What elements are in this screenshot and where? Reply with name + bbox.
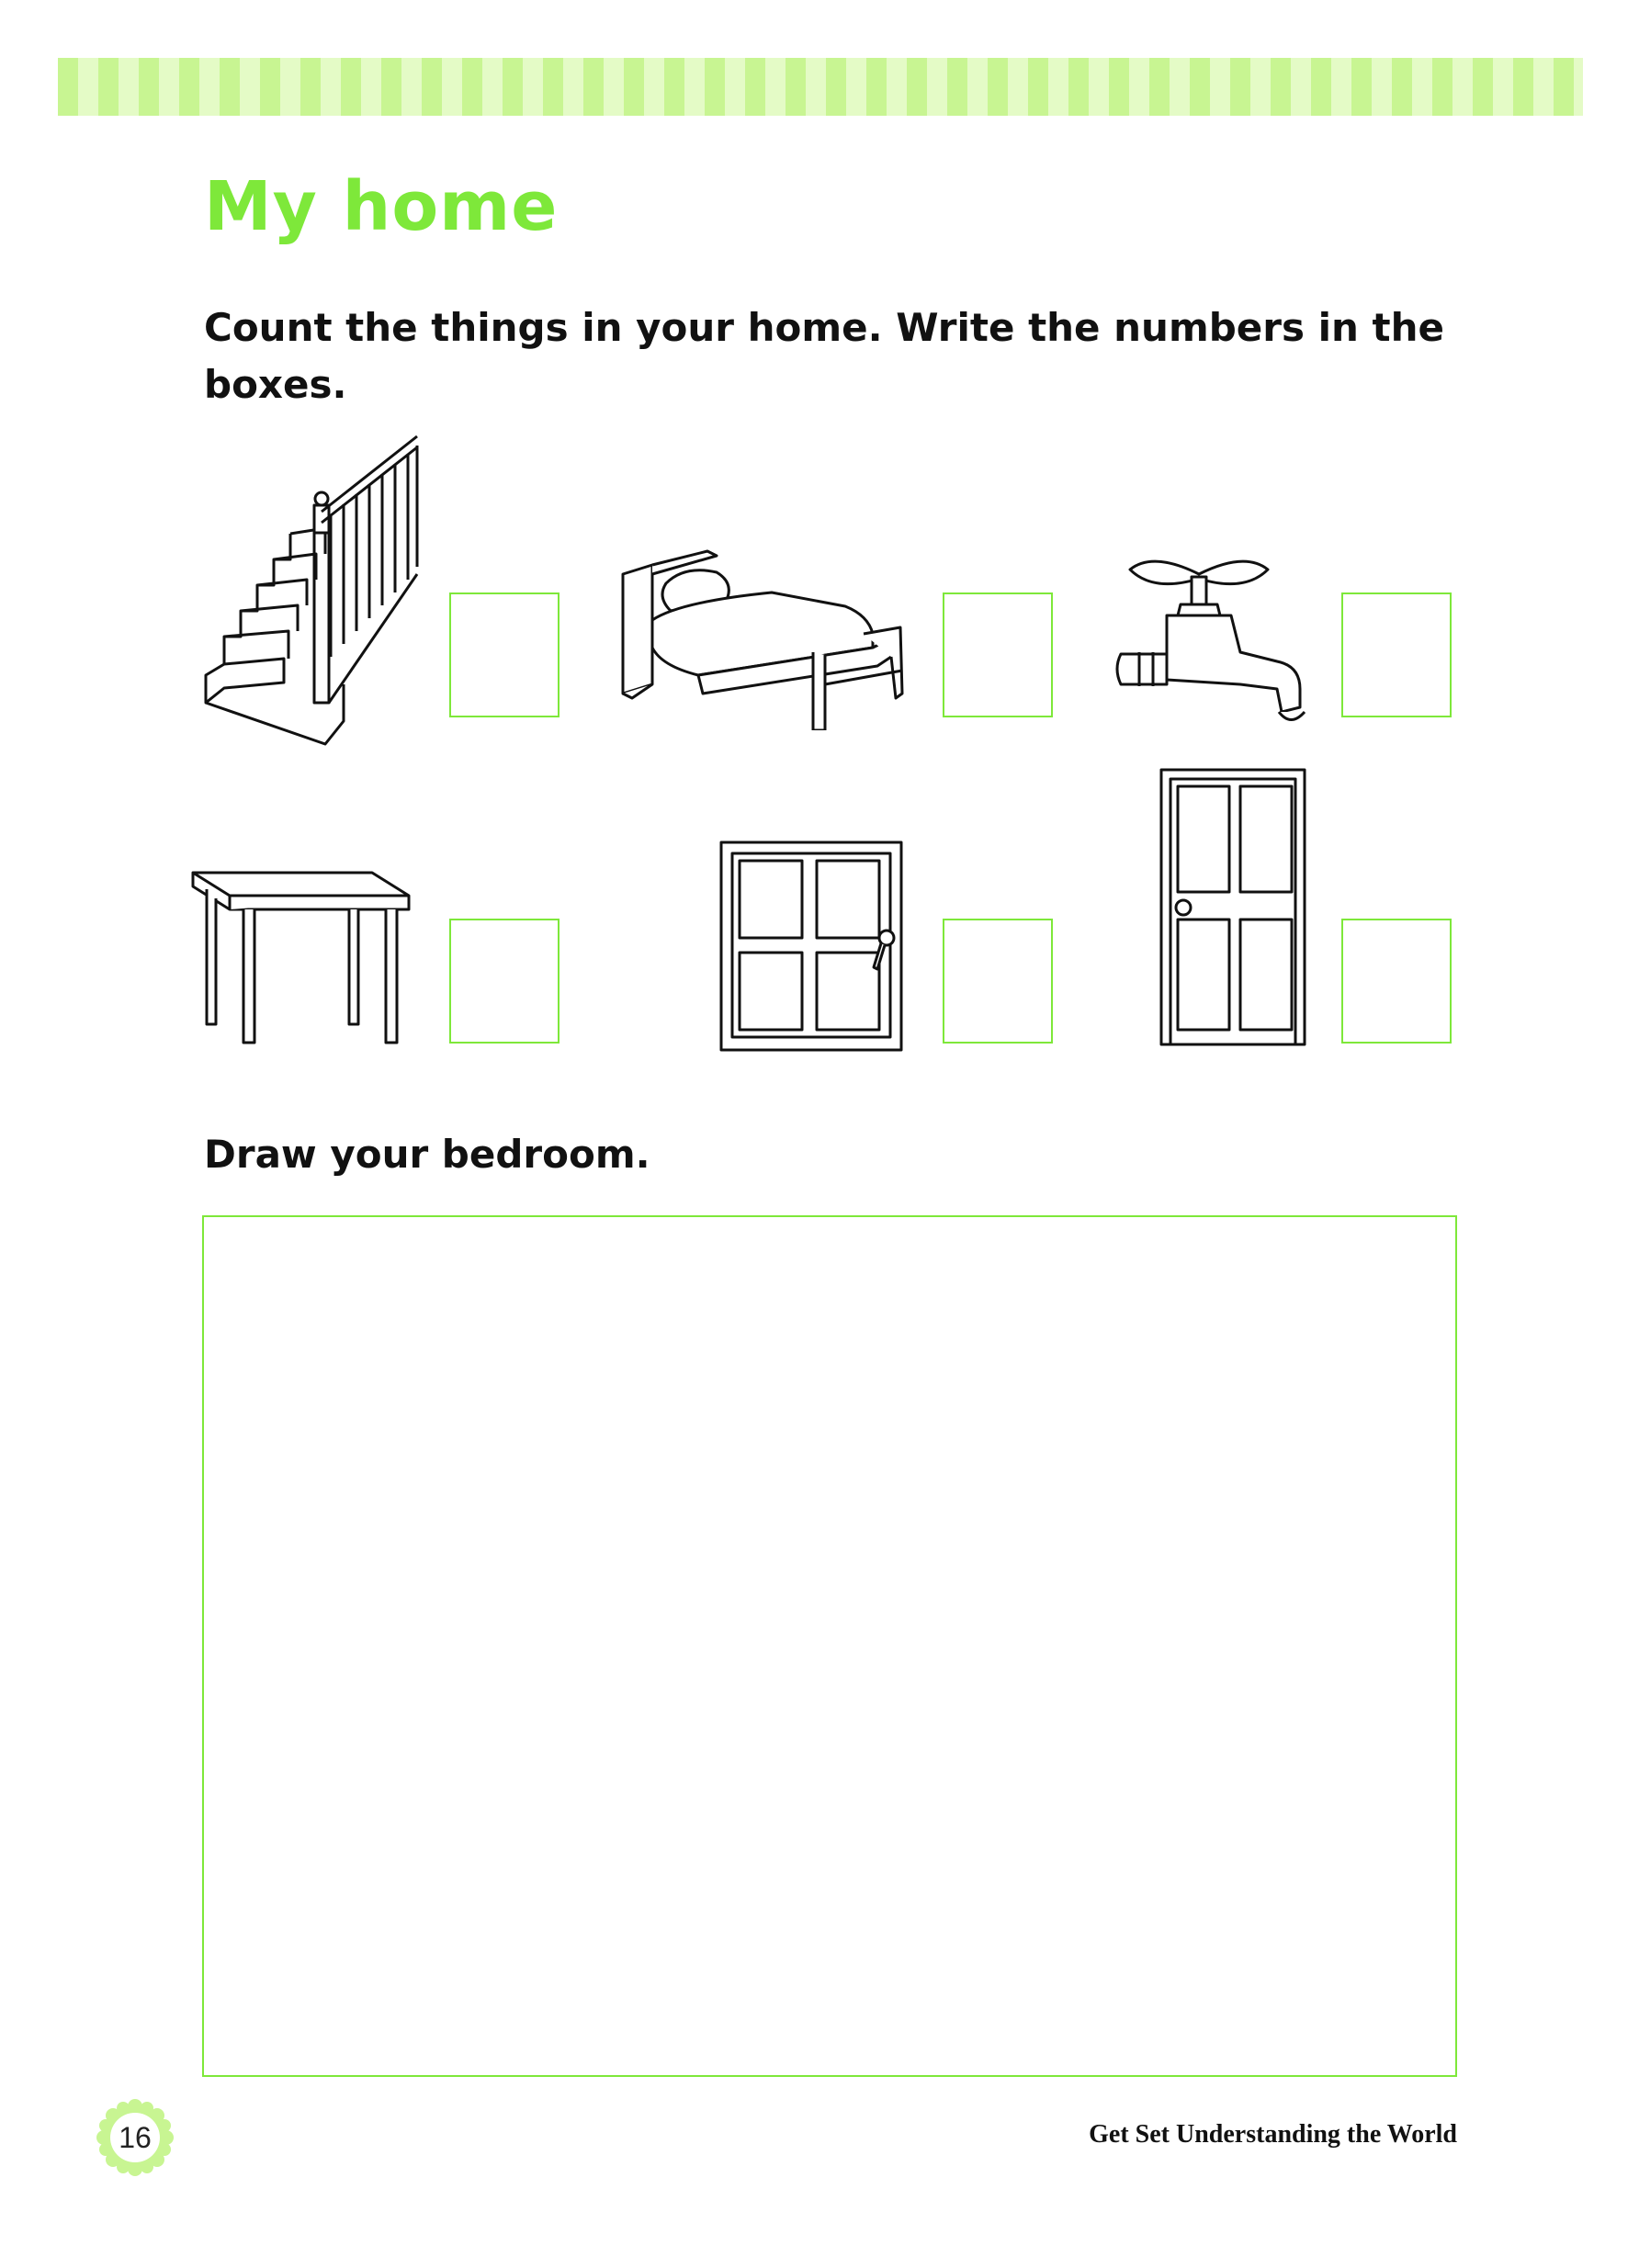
page-number-badge <box>96 2099 174 2176</box>
door-icon <box>1159 768 1306 1046</box>
stairs-icon <box>197 427 426 753</box>
bed-answer-box[interactable] <box>943 592 1053 717</box>
window-answer-box[interactable] <box>943 919 1053 1044</box>
draw-instruction: Draw your bedroom. <box>204 1132 650 1177</box>
table-icon <box>188 863 413 1047</box>
stairs-answer-box[interactable] <box>449 592 560 717</box>
bed-icon <box>616 547 914 730</box>
footer-book-title: Get Set Understanding the World <box>1089 2120 1457 2149</box>
drawing-area[interactable] <box>202 1215 1457 2077</box>
door-answer-box[interactable] <box>1341 919 1452 1044</box>
page-number: 16 <box>119 2121 152 2154</box>
page-title: My home <box>204 167 559 246</box>
tap-answer-box[interactable] <box>1341 592 1452 717</box>
count-instruction: Count the things in your home. Write the numbers in the boxes. <box>204 305 1444 407</box>
tap-icon <box>1112 551 1318 726</box>
window-icon <box>719 841 903 1052</box>
top-decorative-band <box>58 58 1583 116</box>
table-answer-box[interactable] <box>449 919 560 1044</box>
